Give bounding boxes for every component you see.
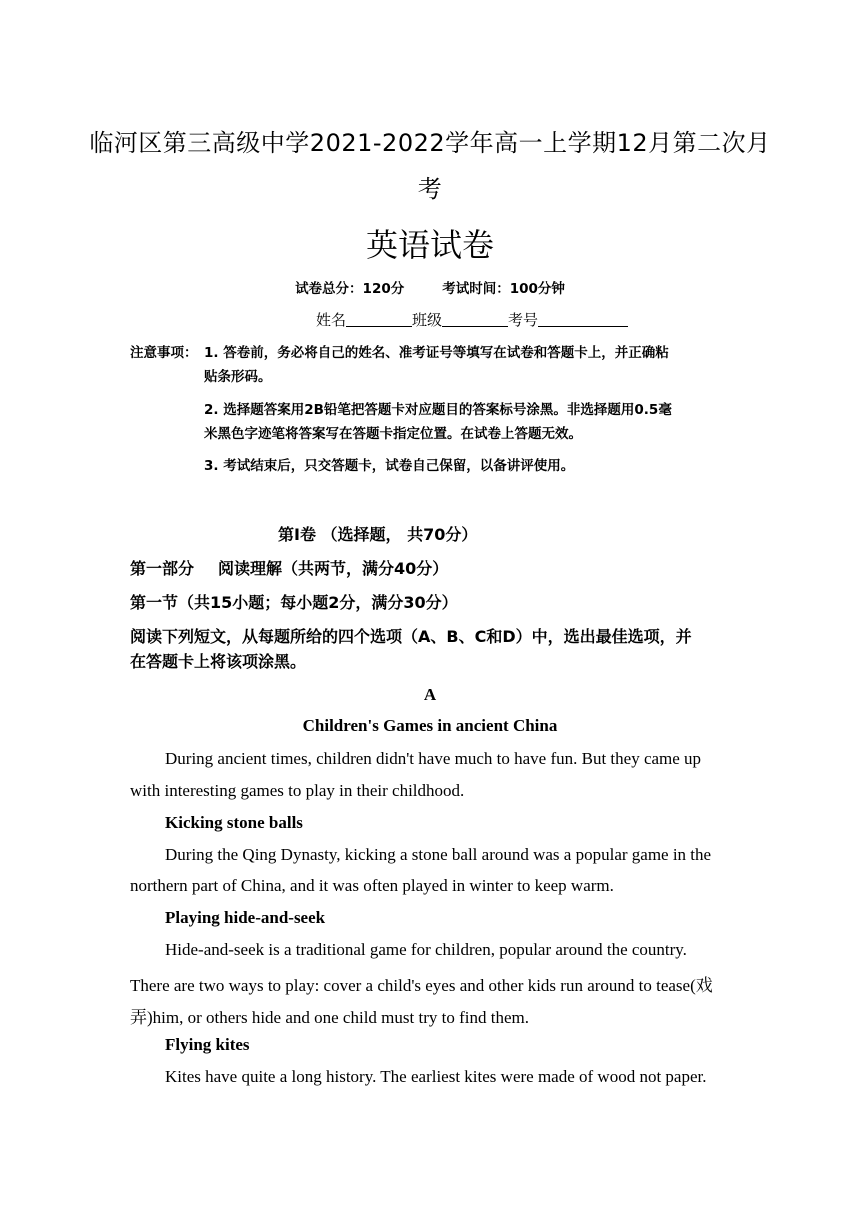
exam-title-line1: 临河区第三高级中学2021-2022学年高一上学期12月第二次月	[89, 129, 771, 157]
paragraph3-line1: Hide-and-seek is a traditional game for children, popular around the country.	[165, 940, 687, 959]
notice-heading: 注意事项：	[130, 345, 198, 361]
paragraph3-line2: There are two ways to play: cover a child's eyes and other kids run around to tease(戏	[130, 976, 713, 995]
class-label: 班级	[412, 311, 443, 329]
exam-info	[0, 277, 860, 297]
exam-title-line2: 考	[417, 175, 443, 203]
sub-section-heading: 第一节（共15小题；每小题2分，满分30分）	[130, 593, 458, 612]
part1-number: 第一部分	[130, 559, 195, 578]
student-info-row	[316, 309, 628, 330]
paragraph4-line1: Kites have quite a long history. The earliest kites were made of wood not paper.	[165, 1067, 707, 1086]
volume-heading: 第Ⅰ卷 （选择题， 共70分）	[278, 525, 478, 544]
exam-time: 考试时间：100分钟	[442, 281, 565, 297]
total-score: 试卷总分：120分	[295, 281, 405, 297]
id-blank[interactable]	[538, 310, 628, 327]
name-label: 姓名	[316, 311, 347, 329]
paragraph1-line2: with interesting games to play in their childhood.	[130, 781, 465, 800]
subheading-kicking-stone-balls: Kicking stone balls	[165, 813, 303, 832]
passage-label: A	[423, 685, 437, 704]
subject-title: 英语试卷	[365, 226, 494, 264]
part1-heading	[130, 556, 448, 579]
notice-item1-line2: 贴条形码。	[204, 369, 272, 385]
subheading-flying-kites: Flying kites	[165, 1035, 250, 1054]
instruction-line1: 阅读下列短文，从每题所给的四个选项（A、B、C和D）中，选出最佳选项，并	[130, 627, 692, 646]
name-blank[interactable]	[346, 310, 412, 327]
instruction-line2: 在答题卡上将该项涂黑。	[130, 652, 307, 671]
notice-item1-line1: 1. 答卷前，务必将自己的姓名、准考证号等填写在试卷和答题卡上，并正确粘	[204, 345, 669, 361]
id-label: 考号	[508, 311, 539, 329]
passage-title: Children's Games in ancient China	[302, 716, 558, 735]
subheading-hide-and-seek: Playing hide-and-seek	[165, 908, 326, 927]
paragraph2-line2: northern part of China, and it was often played in winter to keep warm.	[130, 876, 614, 895]
notice-item2-line1: 2. 选择题答案用2B铅笔把答题卡对应题目的答案标号涂黑。非选择题用0.5毫	[204, 402, 672, 418]
notice-item2-line2: 米黑色字迹笔将答案写在答题卡指定位置。在试卷上答题无效。	[204, 426, 582, 442]
notice-item3: 3. 考试结束后，只交答题卡，试卷自己保留，以备讲评使用。	[204, 458, 575, 474]
paragraph3-line3: 弄)him, or others hide and one child must try to find them.	[130, 1008, 529, 1027]
part1-title: 阅读理解（共两节，满分40分）	[218, 559, 449, 578]
class-blank[interactable]	[442, 310, 508, 327]
paragraph1-line1: During ancient times, children didn't have much to have fun. But they came up	[165, 749, 702, 768]
paragraph2-line1: During the Qing Dynasty, kicking a stone ball around was a popular game in the	[165, 845, 712, 864]
